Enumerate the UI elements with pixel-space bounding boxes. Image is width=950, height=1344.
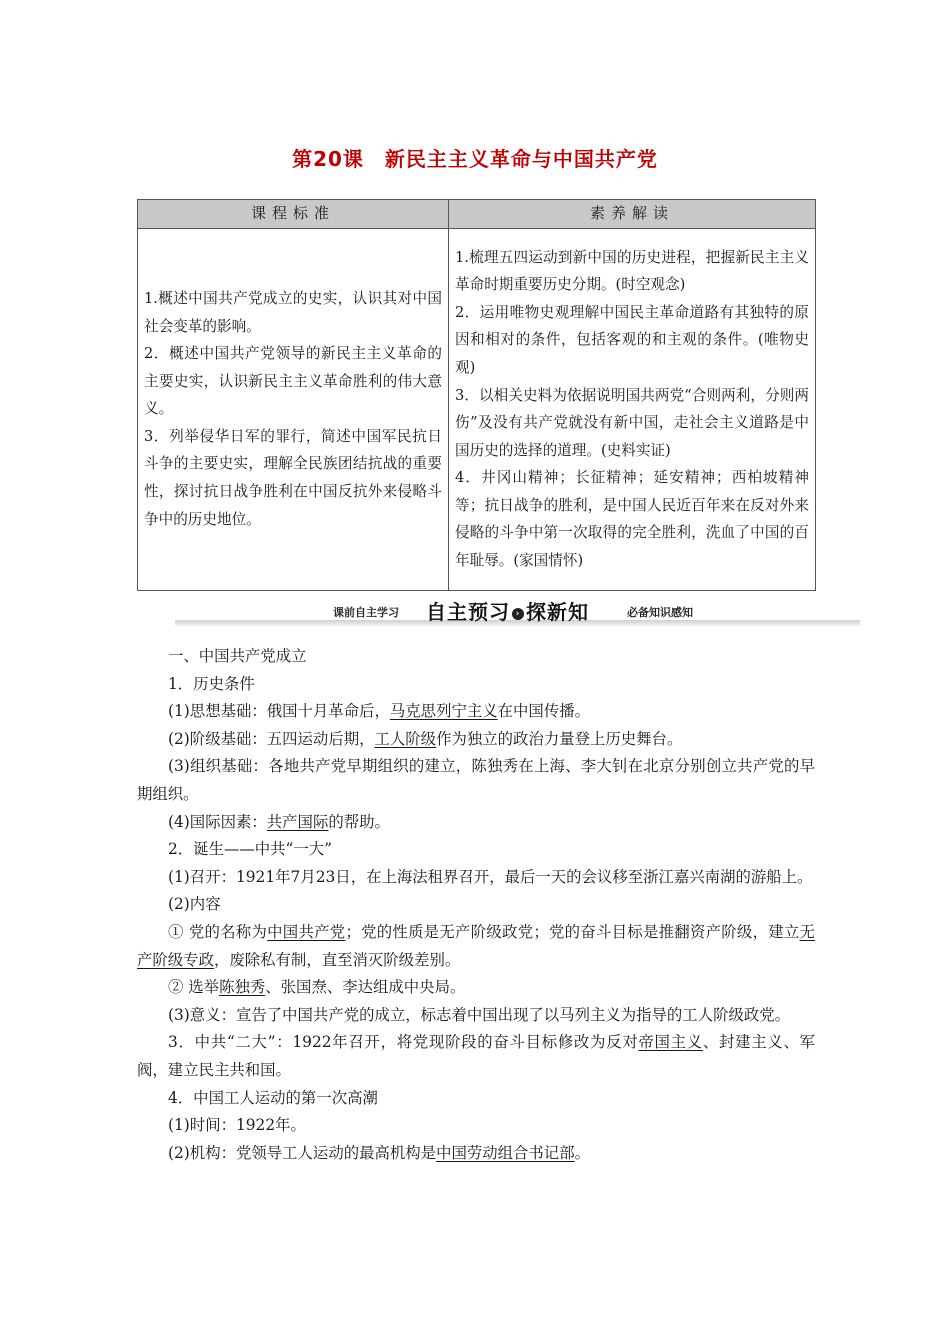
lesson-content (137, 643, 815, 1167)
paragraph: (2)阶级基础：五四运动后期，工人阶级作为独立的政治力量登上历史舞台。 (168, 729, 683, 748)
literacy-item: 1.梳理五四运动到新中国的历史进程，把握新民主主义革命时期重要历史分期。(时空观念) (455, 248, 809, 294)
paragraph: ② 选举陈独秀、张国焘、李达组成中央局。 (168, 978, 466, 997)
key-term: 马克思列宁主义 (389, 702, 498, 721)
paragraph: (4)国际因素：共产国际的帮助。 (168, 812, 390, 831)
literacy-item: 4．井冈山精神；长征精神；延安精神；西柏坡精神等；抗日战争的胜利，是中国人民近百年来在反对外来侵略的斗争中第一次取得的完全胜利，洗血了中国的百年耻辱。(家国情怀) (455, 469, 809, 570)
paragraph: ① 党的名称为中国共产党；党的性质是无产阶级政党；党的奋斗目标是推翻资产阶级，建立无产阶级专政，废除私有制，直至消灭阶级差别。 (137, 922, 815, 969)
standard-item: 1.概述中国共产党成立的史实，认识其对中国社会变革的影响。 (144, 289, 442, 335)
paragraph: (1)时间：1922年。 (168, 1116, 306, 1135)
subheading: 2．诞生——中共“一大” (168, 840, 333, 859)
banner-title (426, 596, 589, 625)
standard-item: 3．列举侵华日军的罪行，简述中国军民抗日斗争的主要史实，理解全民族团结抗战的重要性，探讨抗日战争胜利在中国反抗外来侵略斗争中的历史地位。 (144, 427, 442, 528)
paragraph: (3)意义：宣告了中国共产党的成立，标志着中国出现了以马列主义为指导的工人阶级政党。 (168, 1005, 791, 1024)
banner-left-label: 课前自主学习 (333, 606, 399, 619)
paragraph: (1)思想基础：俄国十月革命后，马克思列宁主义在中国传播。 (168, 702, 590, 721)
paragraph: (1)召开：1921年7月23日，在上海法租界召开，最后一天的会议移至浙江嘉兴南湖的游船上。 (168, 867, 813, 886)
banner-title-a: 自主预习 (426, 600, 510, 624)
chevron-right-icon: › (512, 608, 524, 620)
paragraph: (2)内容 (168, 895, 221, 914)
page-title: 第20课 新民主主义革命与中国共产党 (292, 147, 658, 171)
key-term: 中国共产党 (267, 922, 346, 941)
literacy-cell (449, 228, 816, 590)
literacy-item: 2．运用唯物史观理解中国民主革命道路有其独特的原因和相对的条件，包括客观的和主观的条件。(唯物史观) (455, 303, 809, 376)
header-literacy-interpretation: 素养解读 (449, 200, 816, 229)
banner-right-label: 必备知识感知 (627, 606, 693, 619)
banner-title-b: 探新知 (526, 600, 589, 624)
paragraph: (3)组织基础：各地共产党早期组织的建立，陈独秀在上海、李大钊在北京分别创立共产党的早期组织。 (137, 757, 815, 803)
subheading: 3．中共“二大”：1922年召开，将党现阶段的奋斗目标修改为反对帝国主义、封建主义、军阀，建立民主共和国。 (137, 1033, 815, 1079)
key-term: 共产国际 (266, 812, 329, 831)
section-heading: 一、中国共产党成立 (168, 647, 307, 665)
section-banner (175, 596, 860, 630)
standards-cell (138, 228, 449, 590)
literacy-item: 3．以相关史料为依据说明国共两党“合则两利，分则两伤”及没有共产党就没有新中国，走社会主义道路是中国历史的选择的道理。(史料实证) (455, 386, 809, 459)
key-term: 陈独秀 (219, 978, 266, 997)
subheading: 1．历史条件 (168, 674, 255, 693)
key-term: 帝国主义 (638, 1033, 703, 1052)
standards-table (137, 199, 816, 591)
key-term: 中国劳动组合书记部 (436, 1143, 575, 1162)
paragraph: (2)机构：党领导工人运动的最高机构是中国劳动组合书记部。 (168, 1143, 590, 1162)
subheading: 4．中国工人运动的第一次高潮 (168, 1088, 378, 1107)
key-term: 无产阶级专政 (137, 922, 815, 969)
header-course-standard: 课程标准 (138, 200, 449, 229)
key-term: 工人阶级 (374, 729, 437, 748)
standard-item: 2．概述中国共产党领导的新民主主义革命的主要史实，认识新民主主义革命胜利的伟大意义。 (144, 345, 442, 418)
